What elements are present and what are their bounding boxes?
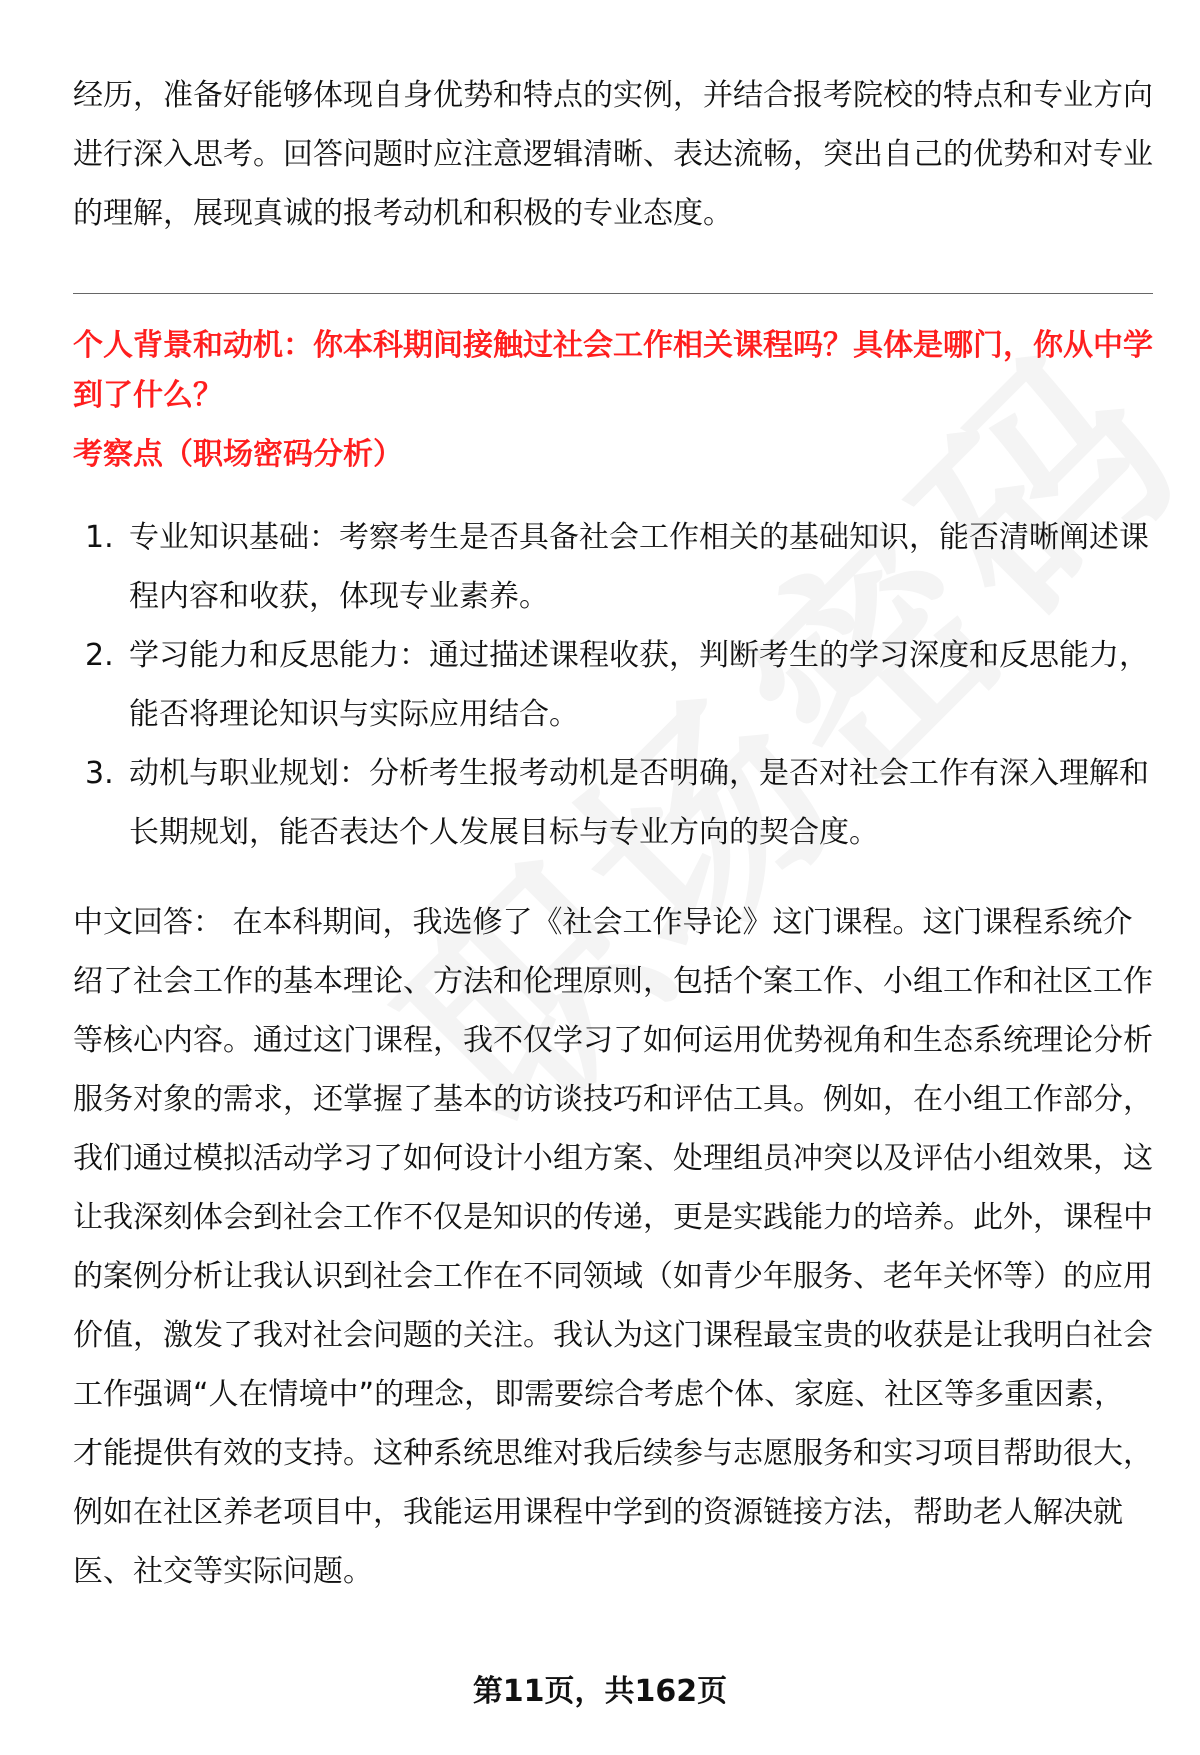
list-item-number: 3.	[85, 756, 114, 791]
assessment-points-list	[73, 508, 1153, 862]
list-item-text: 专业知识基础：考察考生是否具备社会工作相关的基础知识，能否清晰阐述课程内容和收获，体现专业素养。	[129, 520, 1149, 614]
assessment-points-heading: 考察点（职场密码分析）	[73, 437, 403, 472]
section-divider	[73, 293, 1153, 294]
list-item-text: 动机与职业规划：分析考生报考动机是否明确，是否对社会工作有深入理解和长期规划，能否表达个人发展目标与专业方向的契合度。	[129, 756, 1149, 850]
intro-paragraph: 经历，准备好能够体现自身优势和特点的实例，并结合报考院校的特点和专业方向进行深入思考。回答问题时应注意逻辑清晰、表达流畅，突出自己的优势和对专业的理解，展现真诚的报考动机和积极的专业态度。	[73, 78, 1153, 231]
list-item	[73, 508, 1153, 626]
page-number-footer: 第11页，共162页	[472, 1674, 728, 1709]
list-item	[73, 626, 1153, 744]
list-item-number: 2.	[85, 638, 114, 673]
answer-paragraph: 中文回答： 在本科期间，我选修了《社会工作导论》这门课程。这门课程系统介绍了社会工作的基本理论、方法和伦理原则，包括个案工作、小组工作和社区工作等核心内容。通过这门课程，我不仅学习了如何运用优势视角和生态系统理论分析服务对象的需求，还掌握了基本的访谈技巧和评估工具。例如，在小组工作部分，我们通过模拟活动学习了如何设计小组方案、处理组员冲突以及评估小组效果，这让我深刻体会到社会工作不仅是知识的传递，更是实践能力的培养。此外，课程中的案例分析让我认识到社会工作在不同领域（如青少年服务、老年关怀等）的应用价值，激发了我对社会问题的关注。我认为这门课程最宝贵的收获是让我明白社会工作强调“人在情境中”的理念，即需要综合考虑个体、家庭、社区等多重因素，才能提供有效的支持。这种系统思维对我后续参与志愿服务和实习项目帮助很大，例如在社区养老项目中，我能运用课程中学到的资源链接方法，帮助老人解决就医、社交等实际问题。	[73, 905, 1153, 1589]
list-item-text: 学习能力和反思能力：通过描述课程收获，判断考生的学习深度和反思能力，能否将理论知识与实际应用结合。	[129, 638, 1149, 732]
list-item	[73, 744, 1153, 862]
question-heading: 个人背景和动机：你本科期间接触过社会工作相关课程吗？具体是哪门，你从中学到了什么？	[73, 328, 1153, 413]
list-item-number: 1.	[85, 520, 114, 555]
